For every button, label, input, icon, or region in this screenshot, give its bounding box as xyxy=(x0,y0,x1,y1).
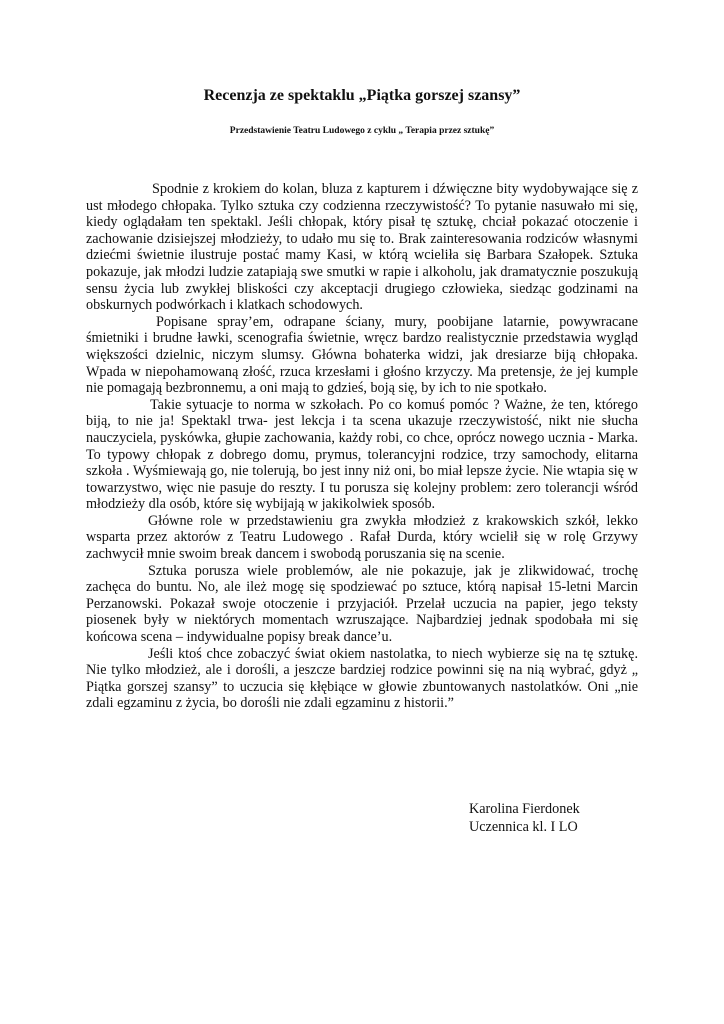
document-subtitle: Przedstawienie Teatru Ludowego z cyklu „ Terapia przez sztukę” xyxy=(229,126,495,136)
document-title: Recenzja ze spektaklu „Piątka gorszej szansy” xyxy=(203,87,521,104)
paragraph-6: Jeśli ktoś chce zobaczyć świat okiem nastolatka, to niech wybierze się na tę sztukę. Nie tylko młodzież, ale i dorośli, a jeszcze bardziej rodzice powinni się na nią wybrać, gdyż „ Piątka gorszej szansy” to uczucia się kłębiące w głowie zbuntowanych nastolatków. Oni „nie zdali egzaminu z życia, bo dorośli nie zdali egzaminu z historii.” xyxy=(86,645,638,712)
paragraph-2: Popisane spray’em, odrapane ściany, mury, poobijane latarnie, powywracane śmietniki i brudne ławki, scenografia świetnie, wręcz bardzo realistycznie przedstawia wygląd większości dzielnic, niczym slumsy. Główna bohaterka widzi, jak dresiarze biją chłopaka. Wpada w niepohamowaną złość, rzuca krzesłami i głośno krzyczy. Ma pretensje, że jej kumple nie pomagają bezbronnemu, a oni mają to gdzieś, boją się, by ich to nie spotkało. xyxy=(86,313,638,397)
author-name: Karolina Fierdonek xyxy=(469,801,580,817)
author-role: Uczennica kl. I LO xyxy=(469,819,578,835)
paragraph-3: Takie sytuacje to norma w szkołach. Po co komuś pomóc ? Ważne, że ten, którego biją, to nie ja! Spektakl trwa- jest lekcja i ta scena ukazuje rzeczywistość, nikt nie słucha nauczyciela, pyskówka, głupie zachowania, każdy robi, co chce, oprócz nowego ucznia - Marka. To typowy chłopak z dobrego domu, prymus, tolerancyjni rodzice, trzy samochody, elitarna szkoła . Wyśmiewają go, nie tolerują, bo jest inny niż oni, bo miał lepsze życie. Nie wtapia się w towarzystwo, więc nie pasuje do reszty. I tu porusza się kolejny problem: zero tolerancji wśród młodzieży dla osób, które się wybijają w jakikolwiek sposób. xyxy=(86,396,638,513)
paragraph-1: Spodnie z krokiem do kolan, bluza z kapturem i dźwięczne bity wydobywające się z ust młodego chłopaka. Tylko sztuka czy codzienna rzeczywistość? To pytanie nasuwało mi się, kiedy oglądałam ten spektakl. Jeśli chłopak, który pisał tę sztukę, chciał pokazać otoczenie i zachowanie dzisiejszej młodzieży, to udało mu się to. Brak zainteresowania rodziców własnymi dziećmi świetnie ilustruje postać mamy Kasi, w którą wcieliła się Barbara Szałopek. Sztuka pokazuje, jak młodzi ludzie zatapiają swe smutki w rapie i alkoholu, jak dramatycznie poszukują sensu życia lub zwykłej bliskości czy akceptacji drugiego człowieka, siedząc godzinami na obskurnych podwórkach i klatkach schodowych. xyxy=(86,181,638,314)
paragraph-5: Sztuka porusza wiele problemów, ale nie pokazuje, jak je zlikwidować, trochę zachęca do buntu. No, ale ileż mogę się spodziewać po sztuce, którą napisał 15-letni Marcin Perzanowski. Pokazał swoje otoczenie i przyjaciół. Przelał uczucia na papier, jego teksty piosenek były w niektórych momentach wzruszające. Najbardziej jednak spodobała mi się końcowa scena – indywidualne popisy break dance’u. xyxy=(86,562,638,646)
signature-block xyxy=(469,800,580,836)
review-body xyxy=(86,181,638,712)
paragraph-4: Główne role w przedstawieniu gra zwykła młodzież z krakowskich szkół, lekko wsparta przez aktorów z Teatru Ludowego . Rafał Durda, który wcielił się w rolę Grzywy zachwycił mnie swoim break dancem i swobodą poruszania się na scenie. xyxy=(86,512,638,563)
